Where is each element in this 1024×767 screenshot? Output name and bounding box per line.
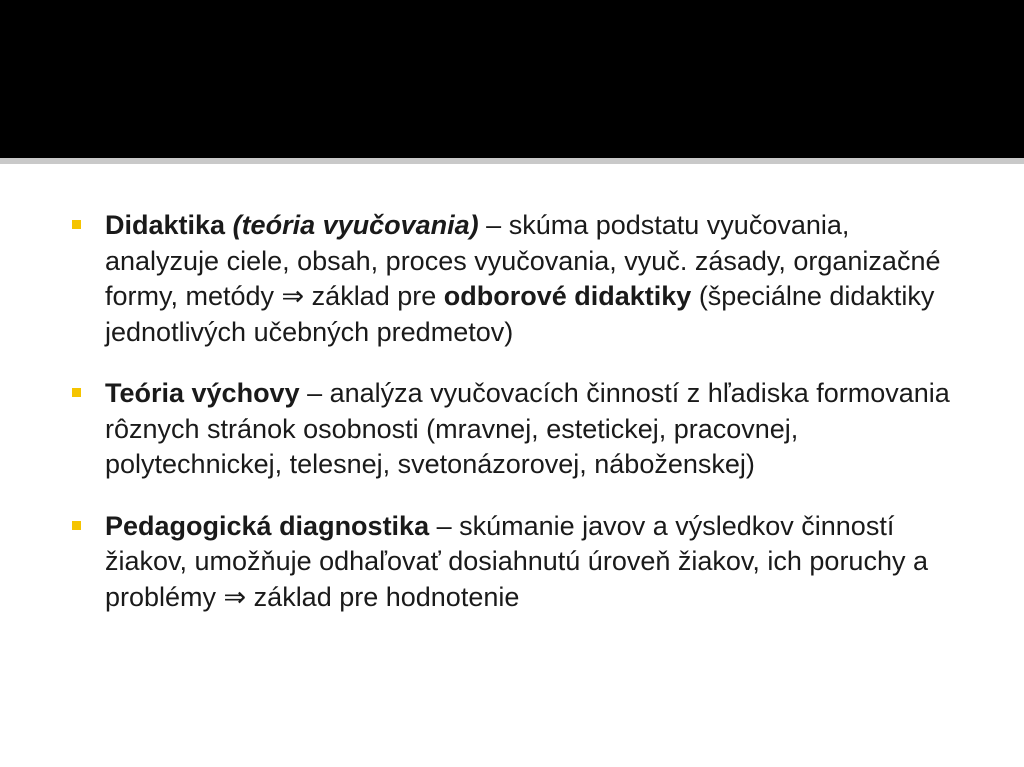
implies-arrow-icon: ⇒: [281, 281, 312, 311]
bullet-item-didaktika: [70, 208, 970, 350]
bullet-text: – skúma podstatu vyučovania, analyzuje ciele, obsah, proces vyučovania, vyuč. zásady, organizačné formy, metódy: [105, 210, 941, 311]
bullet-text: – skúmanie javov a výsledkov činností žiakov, umožňuje odhaľovať dosiahnutú úroveň žiakov, ich poruchy a problémy: [105, 510, 928, 612]
bullet-term-note: (teória vyučovania): [232, 210, 479, 240]
bullet-highlight: odborové didaktiky: [443, 281, 692, 311]
bullet-text: (špeciálne didaktiky jednotlivých učebných predmetov): [105, 281, 935, 347]
bullet-term: Didaktika: [105, 210, 226, 240]
square-bullet-icon: [72, 220, 81, 229]
bullet-item-pedagogicka-diagnostika: [70, 509, 970, 616]
bullet-list: [70, 208, 970, 641]
slide-content: [0, 164, 1024, 767]
bullet-text: – analýza vyučovacích činností z hľadiska formovania rôznych stránok osobnosti (mravnej, estetickej, pracovnej, polytechnickej, telesnej, svetonázorovej, náboženskej): [105, 378, 950, 479]
square-bullet-icon: [72, 521, 81, 530]
bullet-term: Teória výchovy: [105, 378, 300, 408]
bullet-term: Pedagogická diagnostika: [105, 510, 430, 541]
bullet-item-teoria-vychovy: [70, 376, 970, 483]
bullet-text: základ pre hodnotenie: [253, 581, 520, 612]
square-bullet-icon: [72, 388, 81, 397]
bullet-text: základ pre: [311, 281, 444, 311]
implies-arrow-icon: ⇒: [223, 581, 254, 612]
title-band: [0, 0, 1024, 158]
